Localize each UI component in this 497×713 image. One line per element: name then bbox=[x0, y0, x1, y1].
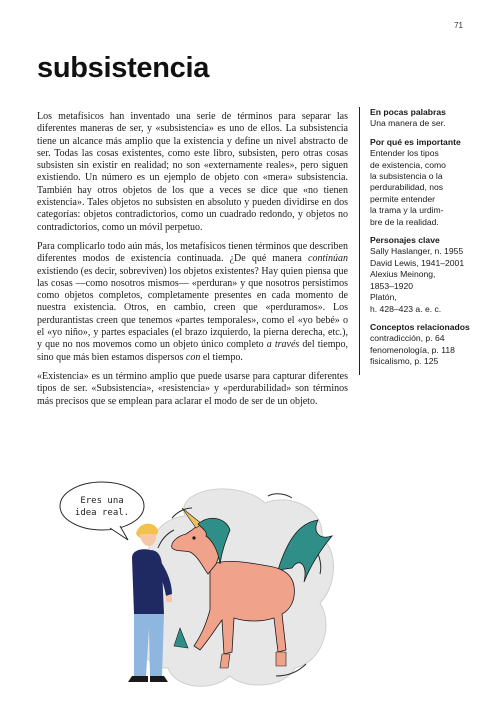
sidebar-line: h. 428–423 a. e. c. bbox=[370, 303, 442, 314]
page-number: 71 bbox=[454, 21, 463, 30]
page-title: subsistencia bbox=[37, 52, 210, 84]
paragraph-text: del tiempo, sino que más bien estamos dispersos bbox=[37, 339, 348, 363]
body-paragraph-1 bbox=[37, 111, 348, 234]
sidebar-line: la subsistencia o la bbox=[370, 171, 443, 182]
sidebar-line: fisicalismo, p. 125 bbox=[370, 356, 439, 367]
speech-bubble bbox=[60, 482, 144, 540]
sidebar-line: fenomenología, p. 118 bbox=[370, 344, 455, 355]
paragraph-text: existiendo (es decir, sobreviven) los objetos existentes? Hay quien piensa que las cosas —como nosotros mismos— «perduran» y que nosotros persistimos como objetos completos, completamente presentes en cada momento de nuestra existencia. Otros, en cambio, creen que «perduramos». Los perdurantistas creen que tenemos «partes temporales», como el «yo bebé» o el «yo niño», y partes espaciales (el brazo izquierdo, la pierna derecha, etc.), y que no nos movemos como un objeto único completo bbox=[37, 265, 348, 351]
emphasis-text: a través bbox=[266, 339, 300, 351]
speech-bubble-line-1: Eres una bbox=[80, 496, 124, 506]
sidebar-heading: En pocas palabras bbox=[370, 107, 446, 117]
sidebar-line: Una manera de ser. bbox=[370, 118, 446, 129]
sidebar-line: bre de la realidad. bbox=[370, 216, 439, 227]
paragraph-text: «Existencia» es un término amplio que puede usarse para capturar diferentes tipos de ser. «Subsistencia», «resistencia» y «perdurabilidad» son términos más precisos que se emplean para aclarar el modo de ser de un objeto. bbox=[37, 370, 348, 407]
sidebar-line: 1853–1920 bbox=[370, 280, 414, 291]
sidebar-heading: Personajes clave bbox=[370, 235, 440, 246]
sidebar-line: David Lewis, 1941–2001 bbox=[370, 257, 465, 268]
sidebar-line: la trama y la urdim- bbox=[370, 205, 444, 216]
sidebar-heading: Conceptos relacionados bbox=[370, 321, 470, 332]
sidebar-heading: Por qué es importante bbox=[370, 136, 461, 147]
paragraph-text: el tiempo. bbox=[200, 351, 243, 363]
sidebar bbox=[359, 107, 488, 375]
sidebar-section bbox=[370, 107, 488, 130]
sidebar-line: de existencia, como bbox=[370, 159, 446, 170]
body-text bbox=[37, 111, 348, 415]
paragraph-text: Para complicarlo todo aún más, los metafísicos tienen términos que describen diferentes modos de existencia continuada. ¿De qué manera bbox=[37, 240, 348, 265]
sidebar-line: perdurabilidad, nos bbox=[370, 182, 444, 193]
sidebar-section bbox=[370, 137, 488, 228]
body-paragraph-3 bbox=[37, 371, 348, 408]
emphasis-text: con bbox=[185, 351, 201, 363]
sidebar-section bbox=[370, 322, 488, 368]
illustration bbox=[50, 478, 350, 703]
sidebar-section bbox=[370, 235, 488, 315]
sidebar-line: Platón, bbox=[370, 292, 397, 303]
sidebar-line: Alexius Meinong, bbox=[370, 269, 436, 280]
sidebar-line: Entender los tipos bbox=[370, 148, 439, 159]
sidebar-line: Sally Haslanger, n. 1955 bbox=[370, 246, 464, 257]
body-paragraph-2 bbox=[37, 241, 348, 364]
paragraph-text: Los metafísicos han inventado una serie de términos para separar las diferentes maneras de ser, y «subsistencia» es uno de ellos. La subsistencia tiene un alcance más amplio que la existencia y define un nivel abstracto de ser. Todas las cosas existentes, como este libro, subsisten, pero otras cosas subsisten sin existir en realidad; no son «externamente reales», pero siguen existiendo. Un número es un ejemplo de objeto con «mera» subsistencia. También hay otros objetos de los que a veces se dice que «no tienen existencia». Tales objetos no subsisten en absoluto y pueden dividirse en dos categorías: objetos contradictorios, como un cuadrado redondo, y objetos no contradictorios, como un móvil perpetuo. bbox=[37, 111, 348, 233]
speech-bubble-line-2: idea real. bbox=[74, 508, 130, 518]
sidebar-line: contradicción, p. 64 bbox=[370, 333, 445, 344]
sidebar-line: permite entender bbox=[370, 193, 435, 204]
emphasis-text: continúan bbox=[308, 253, 348, 265]
